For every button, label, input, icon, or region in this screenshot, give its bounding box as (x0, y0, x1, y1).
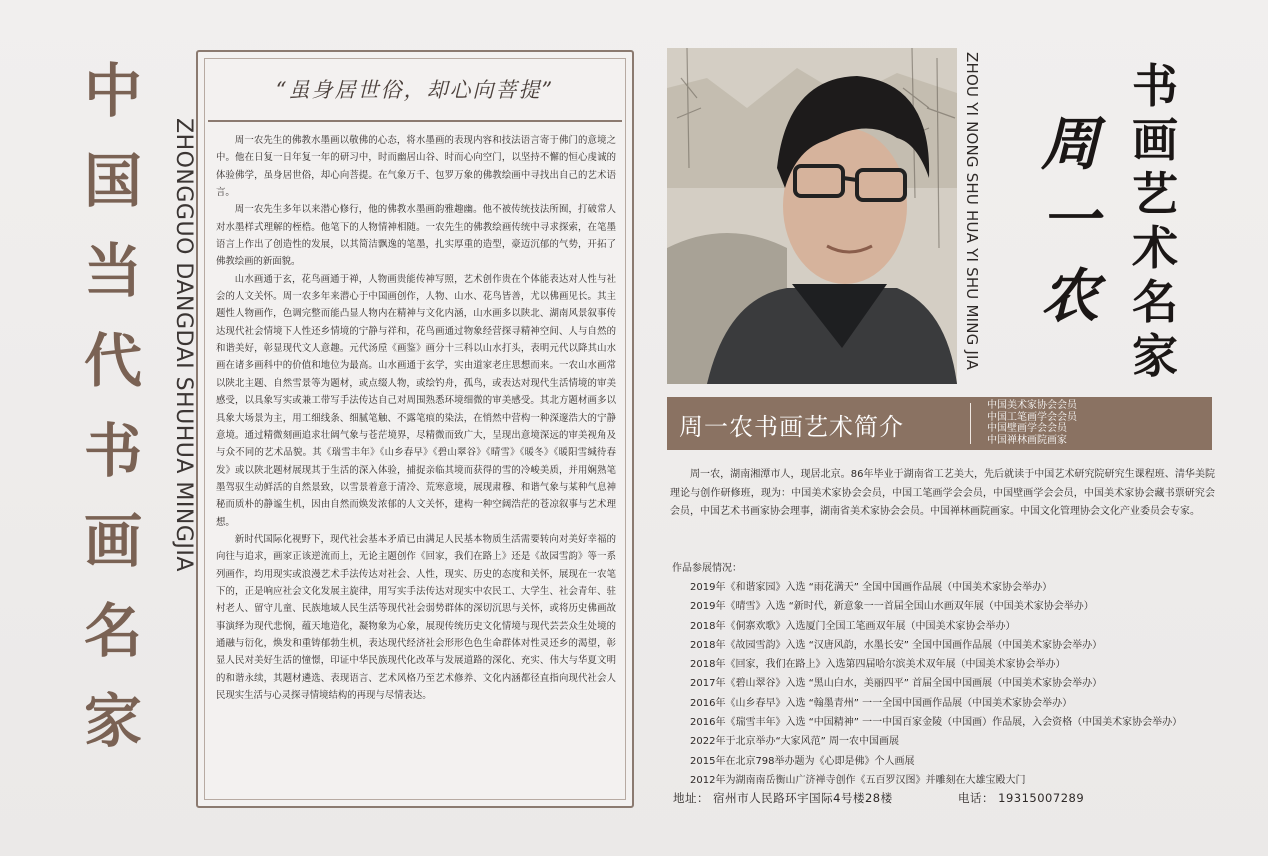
membership-list (987, 400, 1077, 446)
works-heading: 作品参展情况： (672, 563, 742, 574)
essay-paragraph: 新时代国际化视野下，现代社会基本矛盾已由满足人民基本物质生活需要转向对美好幸福的向往与追求，画家正该逆流而上，无论主题创作《回家，我们在路上》还是《故园雪韵》等一系列画作，均用现实或浪漫艺术手法传达对社会、人性，现实、历史的态度和关怀，展现在一农笔下的，正是响应社会文化发展主旋律，用写实手法传达对现实中农民工、大学生、社会青年、驻村老人、留守儿童、民族地域人民生活等现代社会弱势群体的深切沉思与关怀，或将历史佛画故事演绎为现代悲悯，蕴天地造化，凝物象为心象，展现传统历史文化情境与现代芸芸众生处境的通融与衍化，焕发和重铸郁勃生机，表达现代经济社会形形色色生命群体对性灵还乡的渴望，彰显人民对美好生活的憧憬，印证中华民族现代化改革与发展道路的深化、充实、伟大与华夏文明的和谐永续，其题材遴选、表现语言、艺术风格乃至艺术修养、文化内涵都径直指向现代社会人民现实生活与心灵探寻情境结构的再现与尽情表达。 (216, 533, 616, 701)
membership-item: 中国禅林画院画家 (987, 434, 1067, 446)
membership-item: 中国美术家协会会员 (987, 400, 1077, 411)
essay-paragraph: 山水画通于玄，花鸟画通于禅，人物画贵能传神写照，艺术创作贵在个体能表达对人性与社会的人文关怀。周一农多年来潜心于中国画创作，人物、山水、花鸟皆善，尤以佛画见长。其主题性人物画作，色调完整而能凸显人物内在精神与文化内涵，山水画多以陕北、湖南风景叙事传达现代社会情境下人性还乡情境的宁静与祥和，花鸟画通过物象经营探寻精神空间、人与自然的和谐美好，彰显现代文人意趣。元代汤垕《画鉴》画分十三科以山水打头，表明元代以降其山水画在诸多画科中的价值和地位为最高。山水画通于玄学，实由道家老庄思想而来。一农山水画常以陕北主题、自然雪景等为题材，或点缀人物，或绘钓舟，孤鸟，或表达对现代生活情境的审美感受，以具象写实或兼工带写手法传达自己对周围熟悉环境细微的审美感受。其北方题材画多以具象大场景为主，用工细线条、细腻笔触、不露笔痕的染法，在悄然中营构一种深邃浩大的宁静意境。通过精微刻画追求壮阔气象与苍茫境界，尽精微而致广大，呈现出意境深远的审美视角及与众不同的艺术品貌。其《瑞雪丰年》《山乡春早》《碧山翠谷》《晴雪》《暖冬》《暖阳雪缄待春发》或以陕北题材展现其于生活的深入体验，捕捉亲临其境而获得的雪的冷峻美质，并用娴熟笔墨驾驭生动鲜活的自然景致，以雪景着意于清冷、荒寒意境，展现肃穆、和谐气象与某种气息神秘而质朴的静谧生机，因由自然而焕发浓郁的人文关怀，建构一种空阔浩茫的苍凉叙事与艺术理想。 (216, 273, 616, 528)
right-vertical-title (1125, 59, 1185, 386)
bio-paragraph: 周一农，湖南湘潭市人，现居北京。86年毕业于湖南省工艺美大，先后就读于中国艺术研究院研究生课程班、清华美院理论与创作研修班，现为：中国美术家协会会员，中国工笔画学会会员，中国壁画学会会员，中国美术家协会藏书票研究会会员，中国艺术书画家协会理事，湖南省美术家协会会员。中国禅林画院画家。中国文化管理协会文化产业委员会专家。 (670, 469, 1215, 517)
name-pinyin-wrap (955, 52, 981, 382)
right-title-char: 名 (1132, 275, 1178, 329)
contact-phone: 电话： 19315007289 (958, 791, 1085, 805)
right-title-char: 艺 (1132, 167, 1178, 221)
left-title-pinyin: ZHONGGUO DANGDAI SHUHUA MINGJIA (171, 118, 196, 572)
works-list-item: 2019年《和谐家园》入选 “雨花满天” 全国中国画作品展（中国美术家协会举办） (690, 582, 1053, 593)
essay-panel (196, 50, 634, 808)
membership-item: 中国工笔画学会会员 (987, 411, 1077, 423)
right-title-char: 家 (1132, 329, 1178, 383)
intro-bar-divider (970, 403, 971, 444)
artist-name-char: 一 (1040, 186, 1099, 254)
portrait-illustration (667, 48, 957, 384)
works-list-item: 2012年为湖南南岳衡山广济禅寺创作《五百罗汉图》并雕刻在大雄宝殿大门 (690, 774, 1026, 786)
left-title-char: 名 (83, 597, 142, 665)
essay-paragraph: 周一农先生多年以来潜心修行，他的佛教水墨画韵雅趣幽。他不被传统技法所囿，打破常人对水墨样式理解的桎梏。他笔下的人物情神相随。一农先生的佛教绘画传统中寻求探索，在笔墨语言上作出了创造性的发展，以其简洁飘逸的笔墨，扎实厚重的造型，豪迈沉郁的气势，开拓了佛教绘画的新面貌。 (216, 204, 616, 268)
right-title-char: 画 (1132, 113, 1178, 167)
right-title-char: 书 (1132, 59, 1178, 113)
left-vertical-title (78, 57, 148, 755)
works-list-item: 2016年《山乡春早》入选 “翰墨青州” 一一全国中国画作品展（中国美术家协会举办） (690, 697, 1073, 709)
essay-quote: “虽身居世俗，却心向菩提” (275, 78, 555, 102)
works-list-item: 2018年《侗寨欢歌》入选厦门全国工笔画双年展（中国美术家协会举办） (690, 620, 1016, 632)
left-title-char: 代 (83, 327, 142, 395)
essay-paragraph: 周一农先生的佛教水墨画以敬佛的心态，将水墨画的表现内容和技法语言寄于佛门的意境之中。他在日复一日年复一年的研习中，时而幽居山谷、时而心向空门，以坚持不懈的恒心虔诚的体验佛学，虽身居世俗，却心向菩提。在气象万千、包罗万象的佛教绘画中寻找出自己的艺术语言。 (216, 135, 616, 199)
essay-body (216, 132, 616, 704)
artist-portrait (667, 48, 957, 384)
works-list (690, 578, 1230, 790)
artist-name-char: 农 (1040, 262, 1099, 330)
artist-bio (670, 466, 1215, 522)
left-title-char: 画 (83, 507, 142, 575)
quote-divider (208, 120, 622, 122)
works-list-item: 2022年于北京举办“大家风范” 周一农中国画展 (690, 736, 899, 748)
works-list-item: 2016年《瑞雪丰年》入选 “中国精神” 一一中国百家金陵（中国画）作品展，入会资格（中国美术家协会举办） (690, 717, 1183, 729)
left-title-pinyin-wrap (168, 118, 196, 718)
works-list-item: 2015年在北京798举办题为《心即是佛》个人画展 (690, 755, 915, 767)
name-pinyin: ZHOU YI NONG SHU HUA YI SHU MING JIA (963, 52, 981, 371)
intro-header-bar (667, 397, 1212, 450)
left-title-char: 国 (83, 147, 142, 215)
artist-name-char: 周 (1040, 110, 1099, 178)
works-list-item: 2017年《碧山翠谷》入选 “黑山白水，美丽四平” 首届全国中国画展（中国美术家协会举办） (690, 678, 1103, 690)
left-title-char: 家 (83, 687, 142, 755)
left-title-char: 当 (83, 237, 142, 305)
works-list-item: 2018年《回家，我们在路上》入选第四届哈尔滨美术双年展（中国美术家协会举办） (690, 659, 1066, 671)
right-title-char: 术 (1132, 221, 1178, 275)
membership-item: 中国壁画学会会员 (987, 423, 1067, 434)
artist-name (1030, 110, 1110, 338)
left-title-char: 中 (83, 57, 142, 125)
works-list-item: 2018年《故园雪韵》入选 “汉唐风韵，水墨长安” 全国中国画作品展（中国美术家协会举办） (690, 639, 1103, 651)
intro-title: 周一农书画艺术简介 (679, 413, 904, 441)
contact-address: 地址： 宿州市人民路环宇国际4号楼28楼 (673, 791, 893, 805)
left-title-char: 书 (83, 417, 142, 485)
works-list-item: 2019年《晴雪》入选 “新时代，新意象一一首届全国山水画双年展（中国美术家协会举办） (690, 601, 1094, 613)
